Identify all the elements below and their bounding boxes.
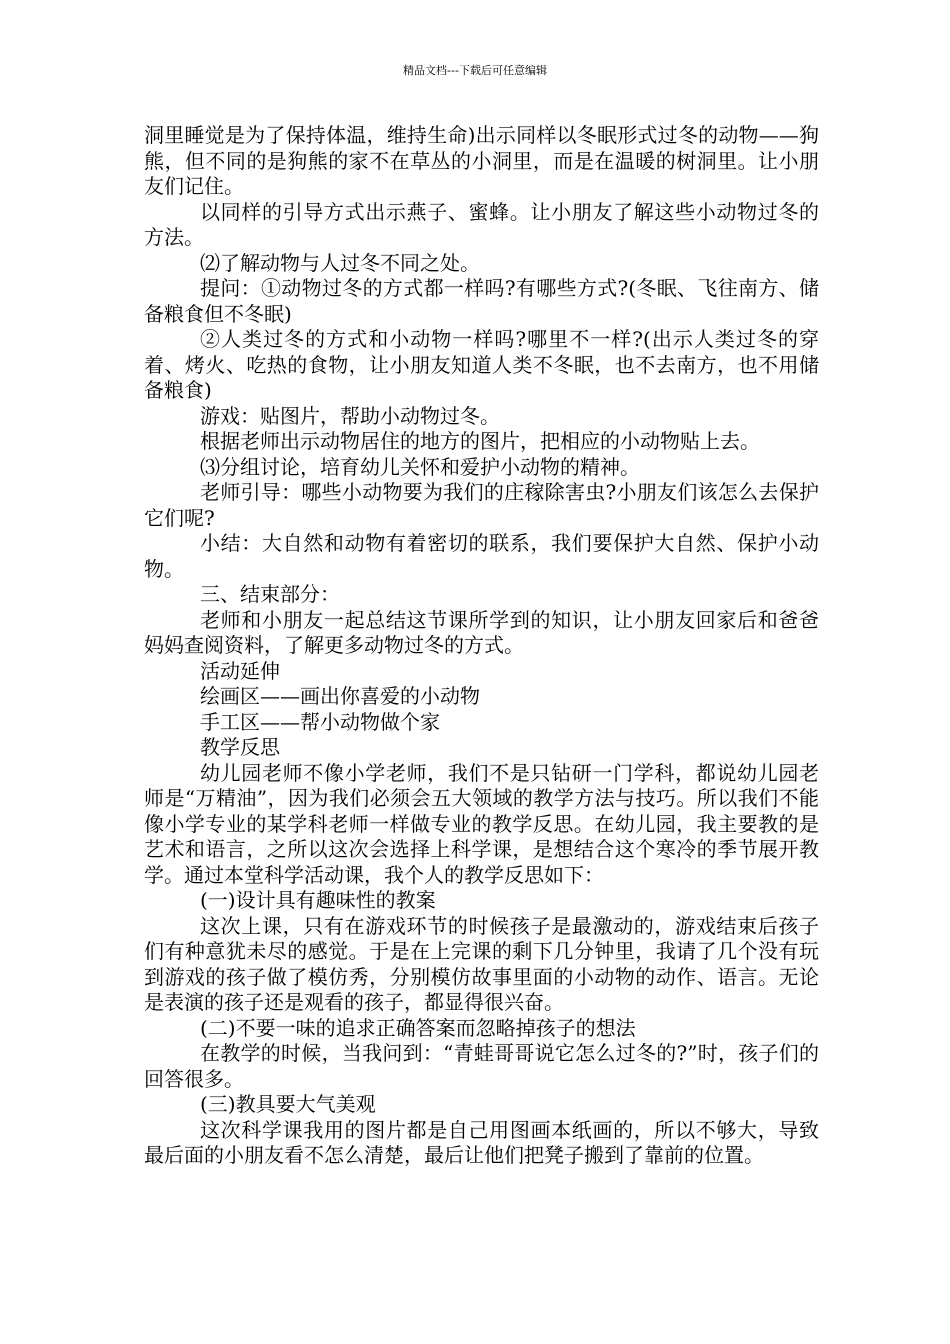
paragraph: 洞里睡觉是为了保持体温，维持生命)出示同样以冬眠形式过冬的动物——狗熊，但不同的是狗熊的家不在草丛的小洞里，而是在温暖的树洞里。让小朋友们记住。: [144, 123, 819, 198]
paragraph: 手工区——帮小动物做个家: [200, 709, 440, 734]
document-body: [144, 123, 819, 1169]
paragraph: 老师引导：哪些小动物要为我们的庄稼除害虫?小朋友们该怎么去保护它们呢?: [144, 480, 819, 530]
paragraph: 小结：大自然和动物有着密切的联系，我们要保护大自然、保护小动物。: [144, 531, 819, 581]
paragraph: ⑶分组讨论，培育幼儿关怀和爱护小动物的精神。: [200, 454, 640, 479]
paragraph: 在教学的时候，当我问到：“青蛙哥哥说它怎么过冬的?”时，孩子们的回答很多。: [144, 1041, 819, 1091]
paragraph: 提问：①动物过冬的方式都一样吗?有哪些方式?(冬眠、飞往南方、储备粮食但不冬眠): [144, 276, 819, 326]
subsection-heading: (一)设计具有趣味性的教案: [200, 888, 436, 912]
paragraph: 游戏：贴图片，帮助小动物过冬。: [200, 403, 500, 428]
section-heading: 三、结束部分：: [200, 582, 340, 606]
paragraph: 这次科学课我用的图片都是自己用图画本纸画的，所以不够大，导致最后面的小朋友看不怎么清楚，最后让他们把凳子搬到了靠前的位置。: [144, 1117, 819, 1167]
paragraph: 老师和小朋友一起总结这节课所学到的知识，让小朋友回家后和爸爸妈妈查阅资料，了解更多动物过冬的方式。: [144, 607, 819, 657]
paragraph: 以同样的引导方式出示燕子、蜜蜂。让小朋友了解这些小动物过冬的方法。: [144, 199, 819, 249]
subsection-heading: (二)不要一味的追求正确答案而忽略掉孩子的想法: [200, 1015, 636, 1040]
paragraph: 绘画区——画出你喜爱的小动物: [200, 684, 480, 708]
page-header: 精品文档---下载后可任意编辑: [403, 64, 547, 77]
section-heading: 教学反思: [200, 735, 280, 759]
subsection-heading: (三)教具要大气美观: [200, 1092, 376, 1116]
paragraph: 这次上课，只有在游戏环节的时候孩子是最激动的，游戏结束后孩子们有种意犹未尽的感觉。于是在上完课的剩下几分钟里，我请了几个没有玩到游戏的孩子做了模仿秀，分别模仿故事里面的小动物的动作、语言。无论是表演的孩子还是观看的孩子，都显得很兴奋。: [144, 913, 819, 1014]
paragraph: 根据老师出示动物居住的地方的图片，把相应的小动物贴上去。: [200, 429, 760, 453]
paragraph: ⑵了解动物与人过冬不同之处。: [200, 250, 480, 275]
paragraph: 幼儿园老师不像小学老师，我们不是只钻研一门学科，都说幼儿园老师是“万精油”，因为我们必须会五大领域的教学方法与技巧。所以我们不能像小学专业的某学科老师一样做专业的教学反思。在幼儿园，我主要教的是艺术和语言，之所以这次会选择上科学课，是想结合这个寒冷的季节展开教学。通过本堂科学活动课，我个人的教学反思如下：: [144, 760, 819, 887]
paragraph: ②人类过冬的方式和小动物一样吗?哪里不一样?(出示人类过冬的穿着、烤火、吃热的食物，让小朋友知道人类不冬眠，也不去南方，也不用储备粮食): [144, 327, 819, 402]
section-heading: 活动延伸: [200, 658, 280, 683]
